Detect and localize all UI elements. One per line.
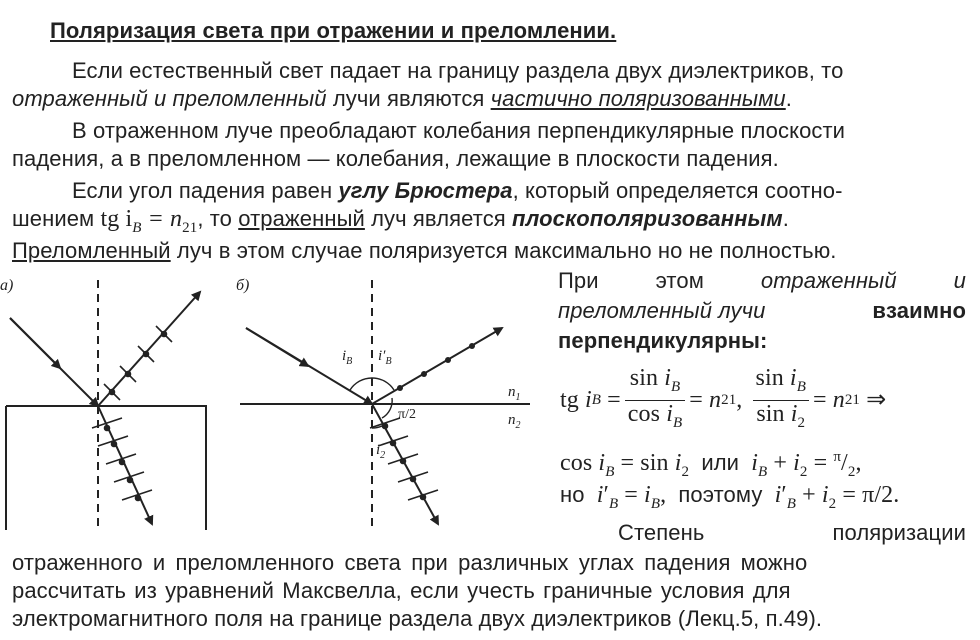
medium-label-n2: $n_2$ <box>508 412 521 431</box>
reflected-ray-a <box>98 292 200 406</box>
side-line-2 <box>558 298 966 324</box>
angle-label-pi-half: π/2 <box>398 407 416 422</box>
text-span: этом <box>655 268 704 293</box>
fraction: $\frac{\sin i_B}{\sin i_2}$ <box>753 365 809 436</box>
brewster-formula: tg $i_B = n_{21}$ <box>100 206 198 236</box>
reflected-underlined: отраженный <box>238 206 365 231</box>
text-span: шением <box>12 206 101 231</box>
refracted-underlined: Преломленный <box>12 238 171 263</box>
text-span: луч является <box>364 206 513 231</box>
brewster-angle-text: углу Брюстера <box>338 178 513 203</box>
text-span: Степень <box>618 520 705 545</box>
paragraph-4-line-3: рассчитать из уравнений Максвелла, если учесть граничные условия для <box>12 578 791 603</box>
reflected-refracted-text: отраженный и преломленный <box>12 86 327 111</box>
figure-label-b: б) <box>236 277 250 294</box>
refracted-ray-b <box>372 404 438 524</box>
text-span: взаимно <box>872 298 966 323</box>
formula-line-1: tg i B = $\frac{\sin i_B}{\cos i_B}$ = n 21 , $\frac{\sin i_B}{\sin i_2}$ = n 21 ⇒ <box>560 368 886 432</box>
panel-b <box>240 280 530 530</box>
text-span: Если угол падения равен <box>72 178 339 203</box>
paragraph-1-line-2 <box>12 86 792 112</box>
paragraph-4-line-1 <box>618 520 966 546</box>
angle-label-iB-prime: $i'_B$ <box>378 348 392 367</box>
text-span: луч в этом случае поляризуется максимально но не полностью. <box>170 238 837 263</box>
angle-label-iB: $i_B$ <box>342 348 353 367</box>
paragraph-3-line-3 <box>12 238 837 264</box>
text-span: лучи являются <box>326 86 491 111</box>
text-span: поляризации <box>832 520 966 545</box>
text-span: . <box>785 86 792 111</box>
text-span: отраженный <box>760 268 897 293</box>
text-span: и <box>953 268 966 293</box>
text-span: . <box>782 206 789 231</box>
paragraph-4-line-2: отраженного и преломленного света при различных углах падения можно <box>12 550 808 575</box>
paragraph-2-line-1: В отраженном луче преобладают колебания перпендикулярные плоскости <box>72 118 846 143</box>
paragraph-3-line-2 <box>12 206 789 241</box>
paragraph-2-line-2: падения, а в преломленном — колебания, лежащие в плоскости падения. <box>12 146 779 171</box>
polarization-figure <box>0 268 540 538</box>
text-span: преломленный лучи <box>558 298 766 323</box>
page-title: Поляризация света при отражении и преломлении. <box>50 18 617 43</box>
paragraph-4-line-4: электромагнитного поля на границе раздела двух диэлектриков (Лекц.5, п.49). <box>12 606 823 631</box>
plane-polarized-text: плоскополяризованным <box>512 206 783 231</box>
angle-label-i2: $i_2$ <box>376 442 386 461</box>
partially-polarized-text: частично поляризованными <box>490 86 786 111</box>
text-span: , который определяется соотно- <box>512 178 843 203</box>
figure-label-a: а) <box>0 277 14 294</box>
side-line-1 <box>558 268 966 294</box>
side-line-3: перпендикулярны: <box>558 328 768 353</box>
paragraph-3-line-1 <box>72 178 843 204</box>
text-span: , то <box>197 206 239 231</box>
text-span: При <box>558 268 599 293</box>
panel-a <box>6 280 206 530</box>
paragraph-1-line-1: Если естественный свет падает на границу раздела двух диэлектриков, то <box>72 58 844 83</box>
formula-line-2: $\cos i_B = \sin i_2$ или $i_B + i_2 = ^\pi/_2$, <box>560 449 862 480</box>
medium-label-n1: $n_1$ <box>508 384 521 403</box>
fraction: $\frac{\sin i_B}{\cos i_B}$ <box>625 365 685 436</box>
formula-line-3: но $i'_B = i_B$, поэтому $i'_B + i_2 = \pi/2$. <box>560 482 900 512</box>
